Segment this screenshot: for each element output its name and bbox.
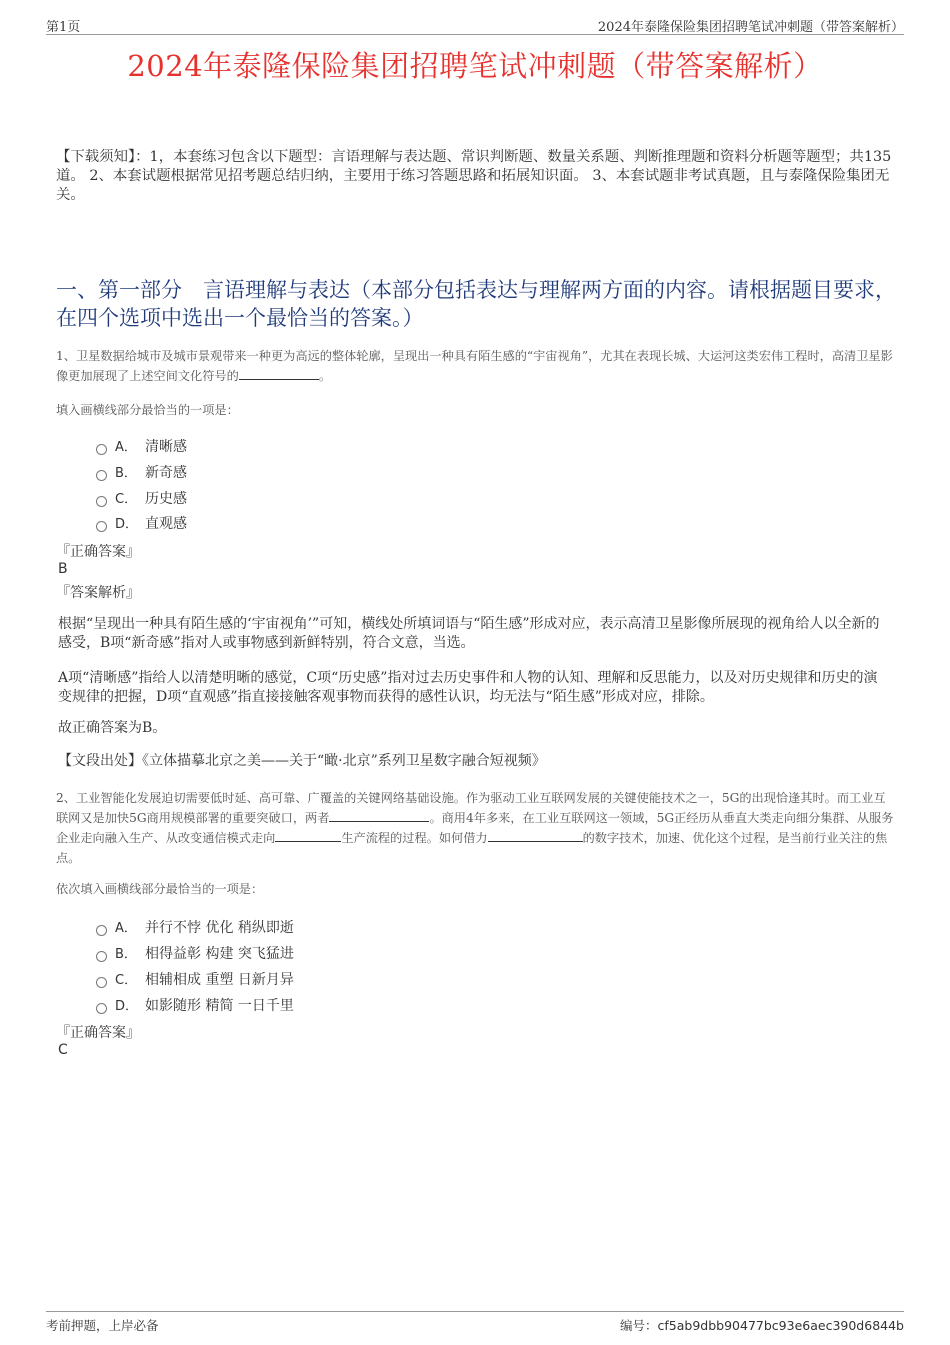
page-header	[46, 14, 904, 35]
section-heading: 一、第一部分 言语理解与表达（本部分包括表达与理解两方面的内容。请根据题目要求，在四个选项中选出一个最恰当的答案。）	[56, 278, 896, 330]
question-2-prompt: 依次填入画横线部分最恰当的一项是：	[56, 882, 264, 896]
radio-icon[interactable]	[96, 496, 107, 507]
document-code: cf5ab9dbb90477bc93e6aec390d6844b	[657, 1318, 904, 1333]
radio-icon[interactable]	[96, 977, 107, 988]
document-title: 2024年泰隆保险集团招聘笔试冲刺题（带答案解析）	[127, 49, 823, 83]
question-1-stem-end: 。	[318, 369, 331, 383]
radio-icon[interactable]	[96, 470, 107, 481]
question-2-option-c[interactable]: C． 相辅相成 重塑 日新月异	[96, 969, 294, 989]
radio-icon[interactable]	[96, 444, 107, 455]
page-number: 第1页	[46, 20, 81, 35]
header-doc-name: 2024年泰隆保险集团招聘笔试冲刺题（带答案解析）	[597, 20, 904, 35]
question-2-stem: 2、工业智能化发展迫切需要低时延、高可靠、广覆盖的关键网络基础设施。作为驱动工业互联网发展的关键使能技术之一，5G的出现恰逢其时。而工业互联网又是加快5G商用规模部署的重要突破口，两者 。商用4年多来，在工业互联网这一领域，5G正经历从垂直大类走向细分集群、从服务企业走向融入生产、从改变通信模式走向 生产流程的过程。如何借力 的数字技术，加速、优化这个过程，是当前行业关注的焦点。	[56, 791, 894, 865]
question-1-option-a[interactable]: A． 清晰感	[96, 436, 187, 456]
radio-icon[interactable]	[96, 925, 107, 936]
question-1-analysis-paragraph: A项“清晰感”指给人以清楚明晰的感觉，C项“历史感”指对过去历史事件和人物的认知、理解和反思能力，以及对历史规律和历史的演变规律的把握，D项“直观感”指直接接触客观事物而获得的感性认识，均无法与“陌生感”形成对应，排除。	[58, 670, 878, 705]
question-1-option-b[interactable]: B． 新奇感	[96, 462, 187, 482]
question-2-option-b[interactable]: B． 相得益彰 构建 突飞猛进	[96, 943, 294, 963]
radio-icon[interactable]	[96, 521, 107, 532]
fill-blank	[239, 367, 319, 380]
question-1-stem	[56, 346, 896, 386]
question-2-answer: C	[58, 1042, 68, 1058]
question-1-stem-text: 1、卫星数据给城市及城市景观带来一种更为高远的整体轮廓，呈现出一种具有陌生感的“宇宙视角”，尤其在表现长城、大运河这类宏伟工程时，高清卫星影像更加展现了上述空间文化符号的	[56, 349, 893, 383]
footer-slogan: 考前押题，上岸必备	[46, 1318, 159, 1333]
footer-code: 编号：cf5ab9dbb90477bc93e6aec390d6844b	[620, 1318, 904, 1333]
question-1-answer-tag: 『正确答案』	[56, 544, 140, 560]
download-notice: 【下载须知】：1，本套练习包含以下题型：言语理解与表达题、常识判断题、数量关系题、判断推理题和资料分析题等题型；共135道。 2、本套试题根据常见招考题总结归纳，主要用于练习答题思路和拓展知识面。 3、本套试题非考试真题，且与泰隆保险集团无关。	[56, 149, 892, 203]
question-1-analysis-paragraph: 根据“呈现出一种具有陌生感的‘宇宙视角’”可知，横线处所填词语与“陌生感”形成对应，表示高清卫星影像所展现的视角给人以全新的感受，B项“新奇感”指对人或事物感到新鲜特别，符合文意，当选。	[58, 616, 880, 651]
question-1-answer: B	[58, 561, 68, 577]
fill-blank	[329, 809, 429, 822]
page-footer	[46, 1311, 904, 1334]
fill-blank	[488, 829, 583, 842]
question-2-option-a[interactable]: A． 并行不悖 优化 稍纵即逝	[96, 917, 294, 937]
fill-blank	[275, 829, 341, 842]
radio-icon[interactable]	[96, 1003, 107, 1014]
question-1-prompt: 填入画横线部分最恰当的一项是：	[56, 403, 239, 417]
question-1-option-c[interactable]: C． 历史感	[96, 488, 187, 508]
question-2-answer-tag: 『正确答案』	[56, 1025, 140, 1041]
question-1-source: 【文段出处】《立体描摹北京之美——关于“瞰·北京”系列卫星数字融合短视频》	[58, 753, 546, 769]
radio-icon[interactable]	[96, 951, 107, 962]
question-1-conclusion: 故正确答案为B。	[58, 720, 167, 736]
question-1-analysis-tag: 『答案解析』	[56, 585, 140, 601]
question-2-option-d[interactable]: D． 如影随形 精简 一日千里	[96, 995, 294, 1015]
question-1-option-d[interactable]: D． 直观感	[96, 513, 187, 533]
